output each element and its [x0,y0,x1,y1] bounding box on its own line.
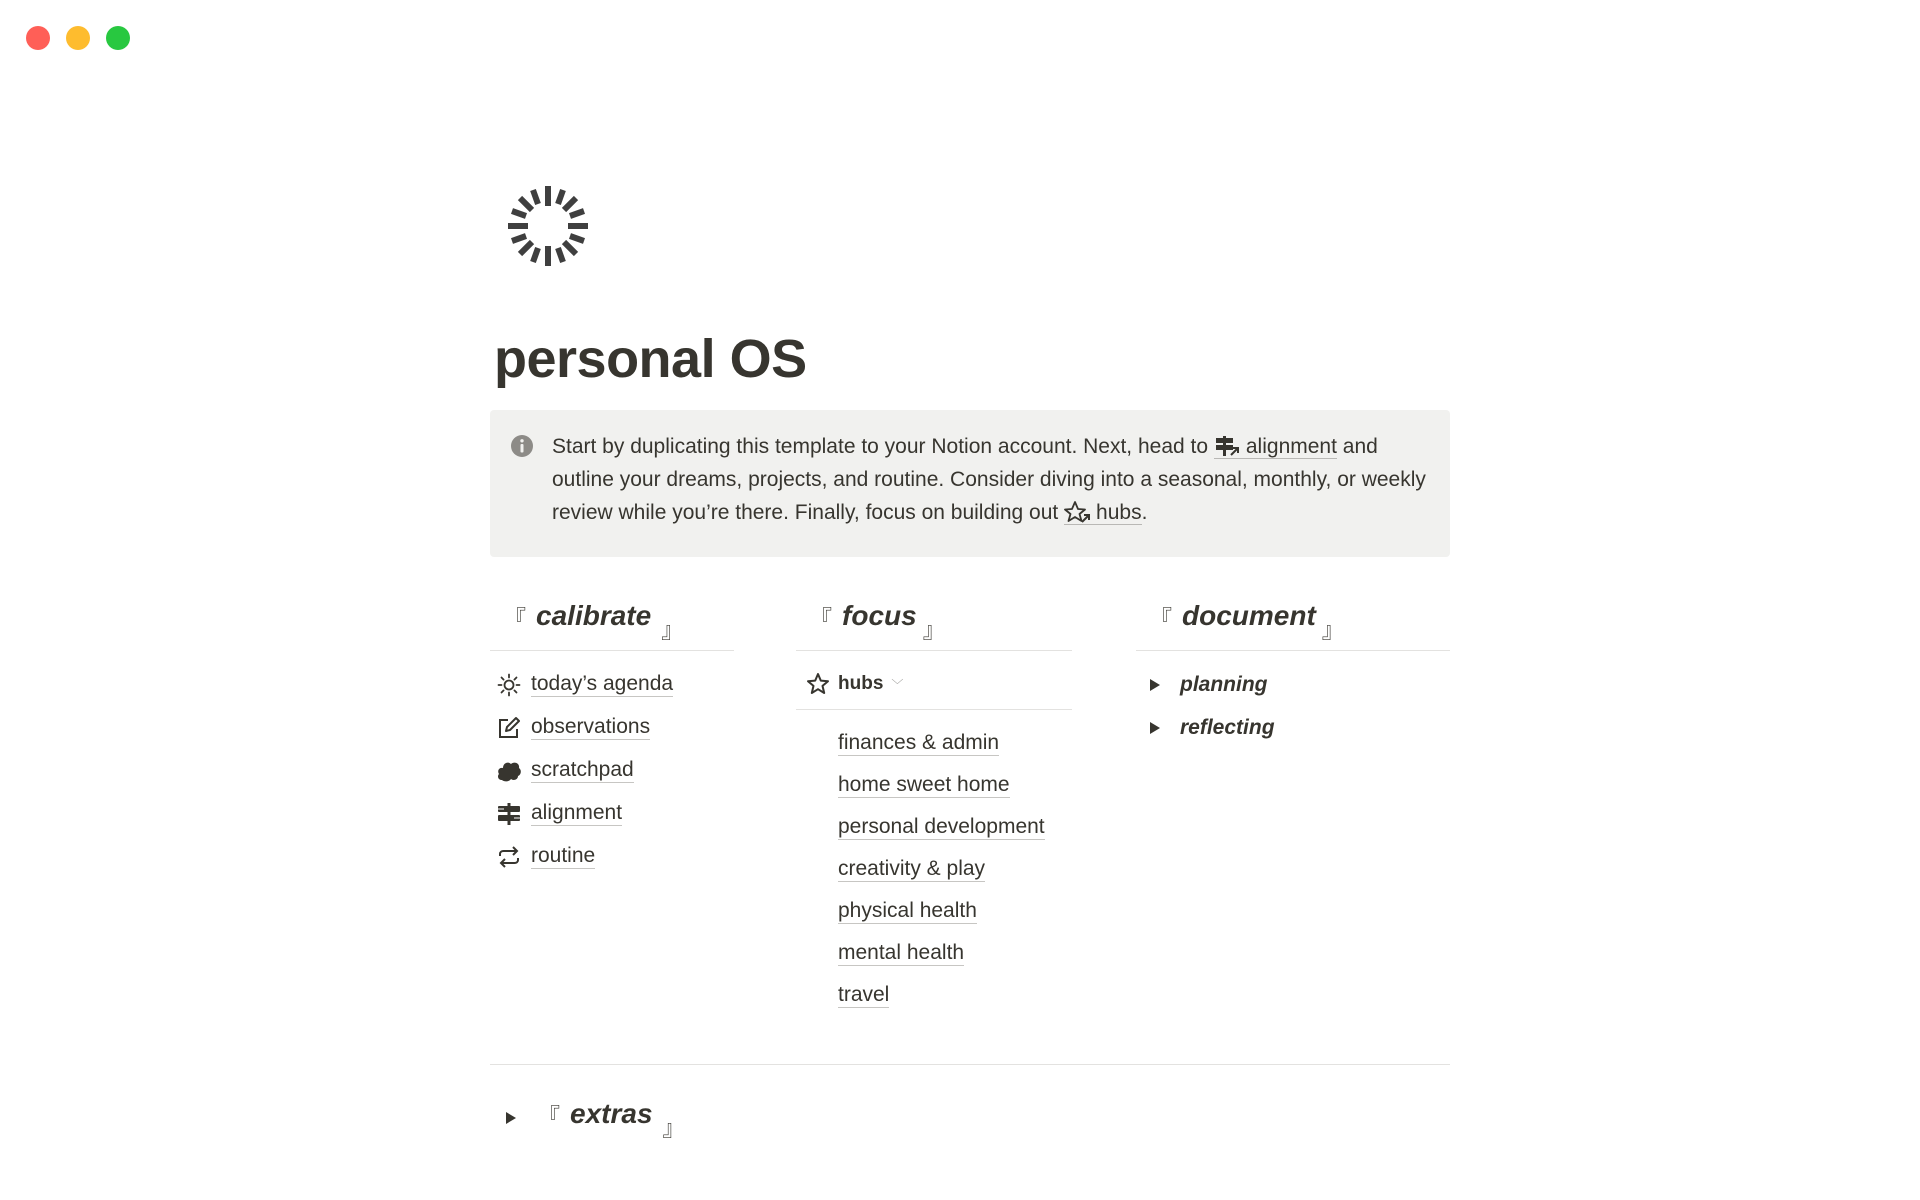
toggle-extras[interactable] [490,1098,685,1143]
divider [796,709,1072,710]
open-bracket: 『 [538,1104,561,1129]
link-todays-agenda[interactable] [490,663,734,706]
hubs-view-tab[interactable] [796,663,1072,705]
focus-column [796,600,1072,1016]
link-label[interactable]: alignment [531,801,623,824]
callout-text-part-2: and outline your dreams, projects, and routine. Consider diving into a seasonal, monthly, or weekly review while you’re there. Finally, focus on building out [552,435,1426,524]
open-bracket: 『 [1150,606,1173,631]
document-toggles [1136,663,1450,749]
hub-item[interactable] [796,848,1072,890]
focus-heading-text: focus [842,600,917,631]
sparkle-burst-icon[interactable] [502,180,594,272]
link-label[interactable]: scratchpad [531,758,634,781]
divider [796,650,1072,651]
link-label[interactable]: observations [531,715,651,738]
link-label[interactable]: today’s agenda [531,672,674,695]
hub-item[interactable] [796,974,1072,1016]
toggle-label[interactable]: reflecting [1180,715,1275,739]
toggle-arrow-icon[interactable] [506,1112,516,1124]
document-column [1136,600,1450,749]
info-icon [510,434,534,458]
calibrate-heading-text: calibrate [536,600,652,631]
divider [490,650,734,651]
close-bracket: 』 [922,618,945,643]
link-label[interactable]: routine [531,844,596,867]
signpost-icon [1214,435,1240,457]
chevron-down-icon[interactable]: ﹀ [891,677,904,692]
page-title[interactable]: personal OS [494,329,807,389]
callout-text-part-3: . [1141,501,1148,524]
hub-label[interactable]: creativity & play [838,856,986,880]
hubs-view-label[interactable]: hubs [838,673,884,694]
hub-item[interactable] [796,932,1072,974]
window-controls [26,26,130,50]
alignment-link-text[interactable]: alignment [1245,435,1337,458]
link-alignment[interactable] [490,792,734,835]
alignment-link[interactable] [1214,435,1337,459]
star-icon [1064,501,1090,523]
cloud-icon [496,758,522,784]
hub-label[interactable]: personal development [838,814,1045,838]
open-bracket: 『 [810,606,833,631]
toggle-arrow-icon[interactable] [1150,679,1160,691]
link-routine[interactable] [490,835,734,878]
toggle-label[interactable]: planning [1180,672,1268,696]
hub-label[interactable]: finances & admin [838,730,1000,754]
toggle-planning[interactable] [1136,663,1450,706]
calibrate-column [490,600,734,878]
hubs-link-text[interactable]: hubs [1096,501,1142,524]
calibrate-heading [490,600,734,650]
open-bracket: 『 [504,606,527,631]
hub-item[interactable] [796,890,1072,932]
callout-block [490,410,1450,557]
divider [490,1064,1450,1065]
calibrate-list [490,663,734,878]
close-window-button[interactable] [26,26,50,50]
signpost-icon [496,801,522,827]
close-bracket: 』 [1321,618,1344,643]
star-icon [806,672,830,696]
hubs-link[interactable] [1064,501,1142,525]
hubs-list [796,722,1072,1016]
document-heading-text: document [1182,600,1316,631]
hub-label[interactable]: mental health [838,940,965,964]
divider [1136,650,1450,651]
extras-heading-text[interactable]: extras [570,1098,653,1129]
hub-item[interactable] [796,722,1072,764]
close-bracket: 』 [662,1116,685,1141]
callout-text-part-1: Start by duplicating this template to your Notion account. Next, head to [552,435,1214,458]
close-bracket: 』 [661,618,684,643]
hub-item[interactable] [796,764,1072,806]
focus-heading [796,600,1072,650]
hub-label[interactable]: physical health [838,898,977,922]
edit-icon [496,715,522,741]
repeat-icon [496,844,522,870]
toggle-reflecting[interactable] [1136,706,1450,749]
hub-item[interactable] [796,806,1072,848]
hub-label[interactable]: travel [838,982,890,1006]
link-scratchpad[interactable] [490,749,734,792]
zoom-window-button[interactable] [106,26,130,50]
link-observations[interactable] [490,706,734,749]
callout-text [552,430,1432,529]
toggle-arrow-icon[interactable] [1150,722,1160,734]
document-heading [1136,600,1450,650]
sun-icon [496,672,522,698]
hub-label[interactable]: home sweet home [838,772,1010,796]
minimize-window-button[interactable] [66,26,90,50]
